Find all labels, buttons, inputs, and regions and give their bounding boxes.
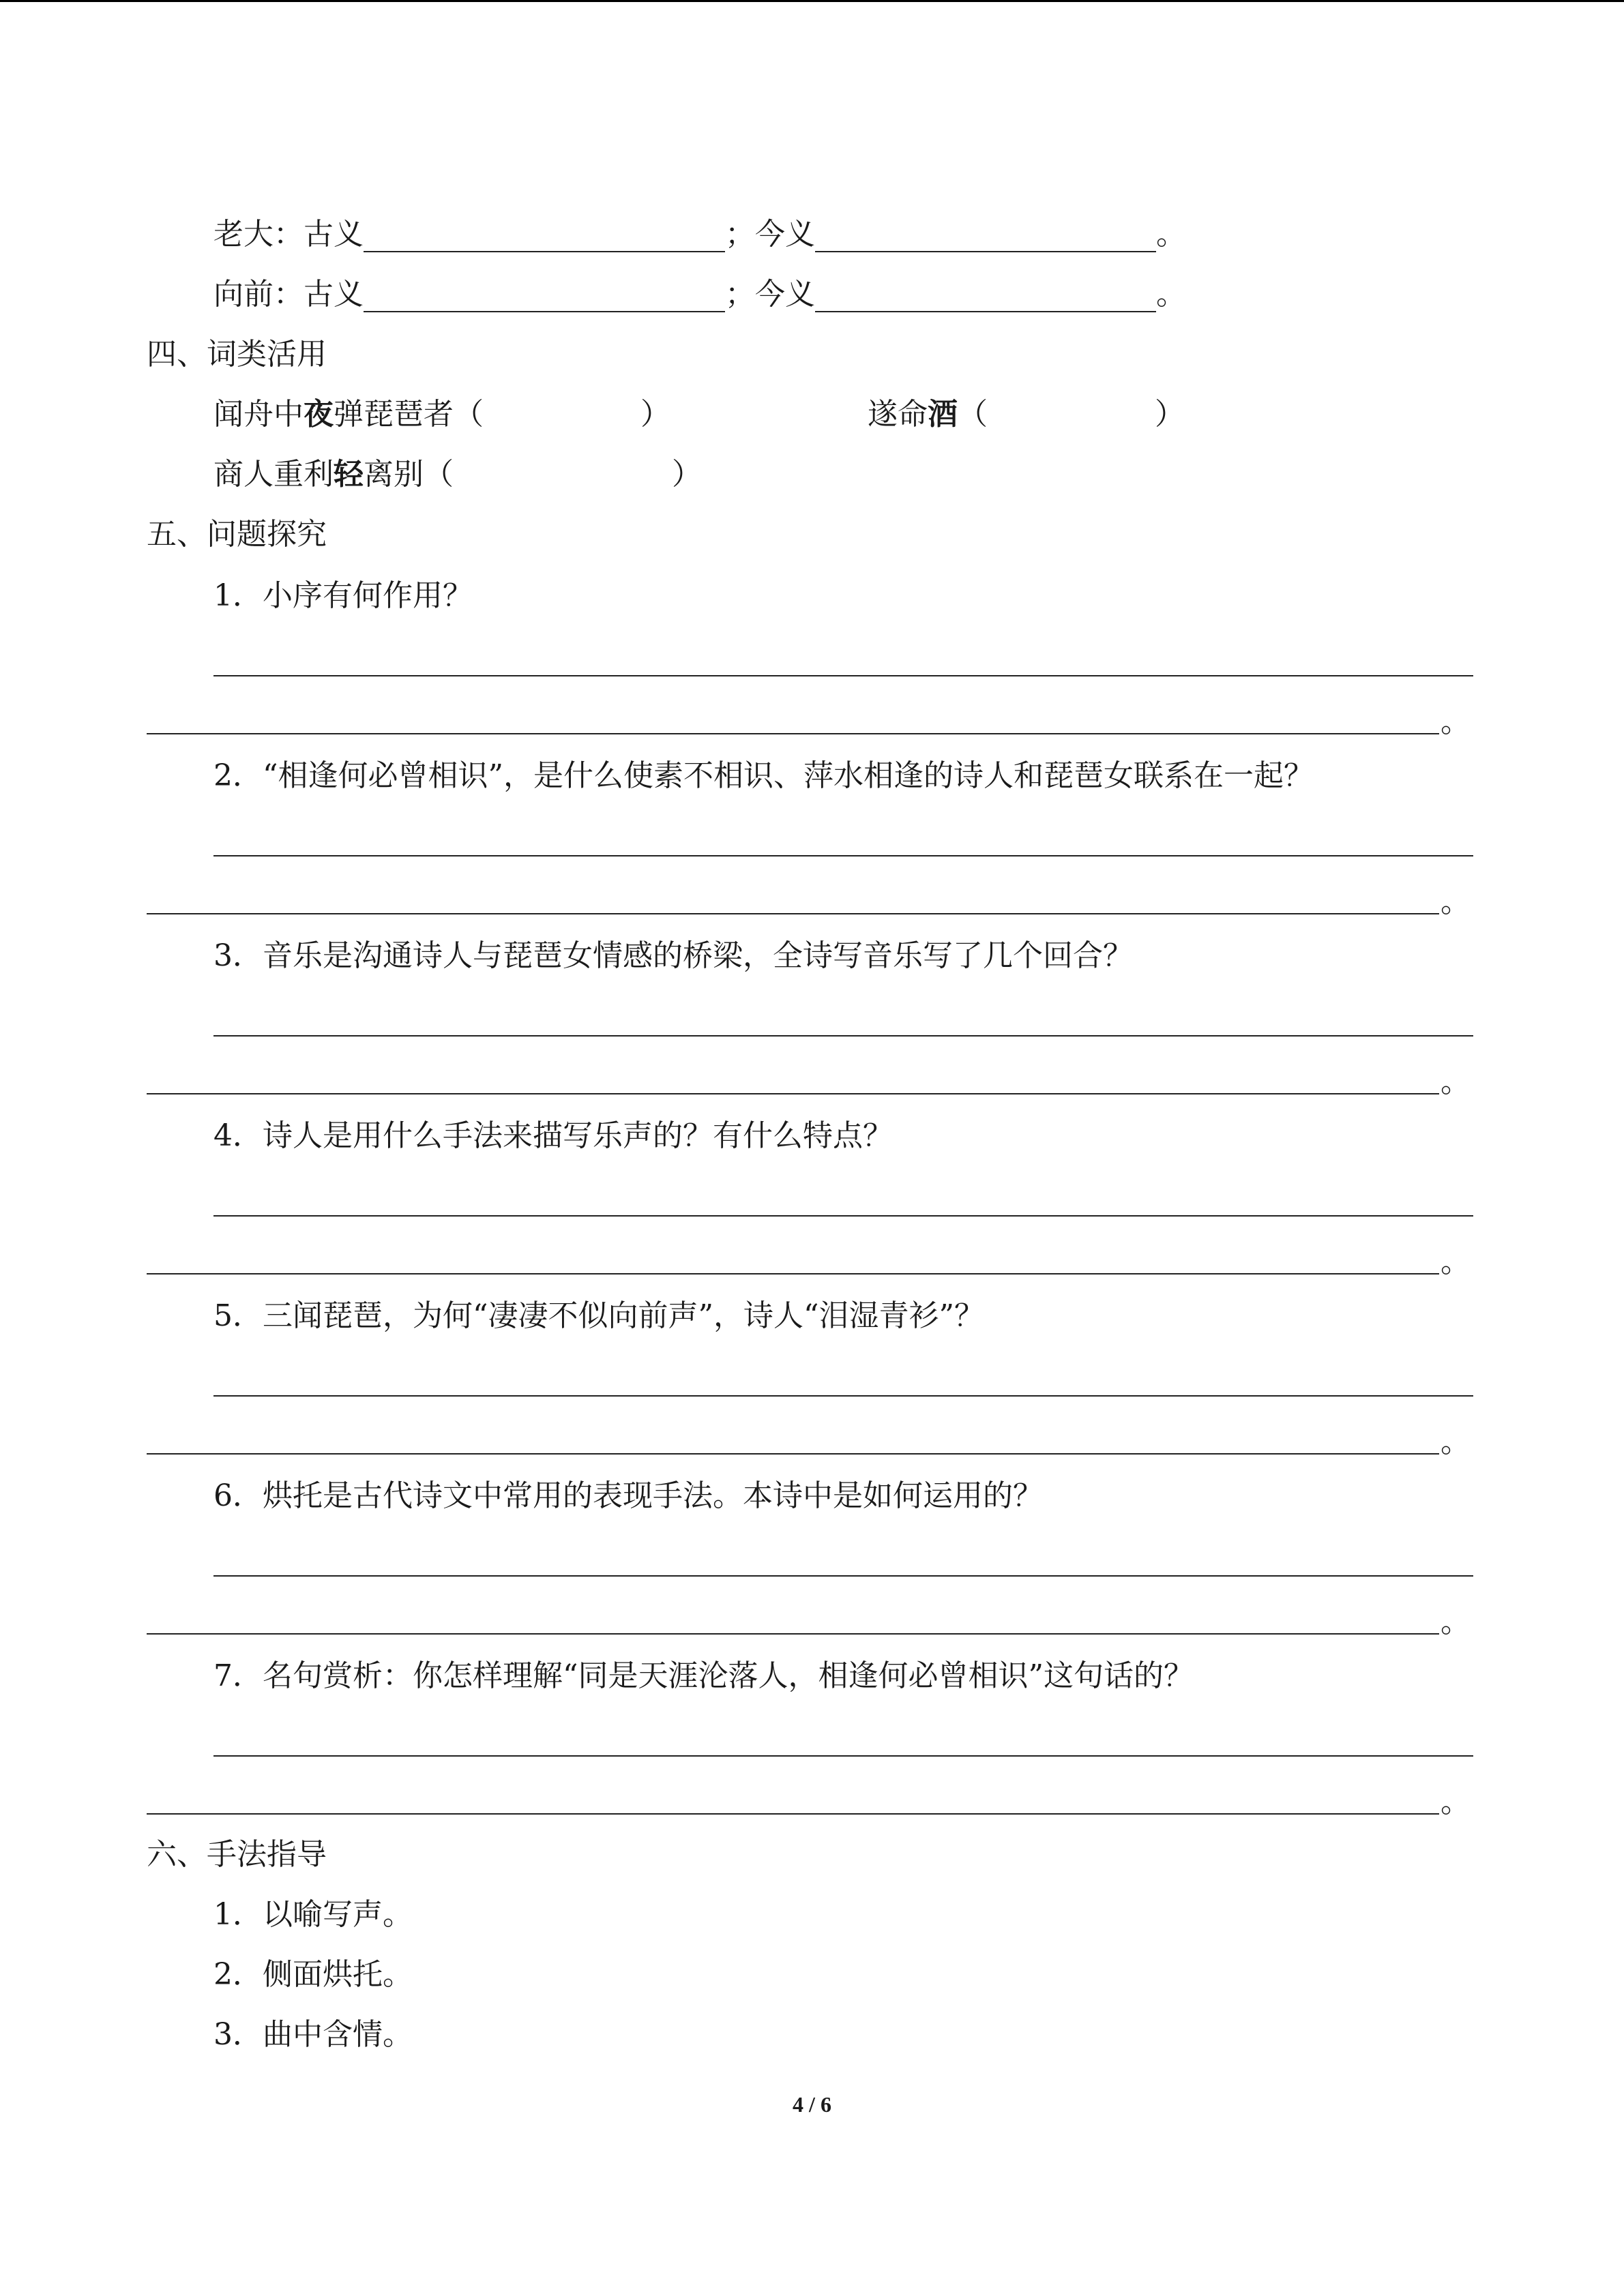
answer-line[interactable]: [147, 913, 1439, 914]
word-usage-item-3: 商人重利轻离别（ ）: [213, 457, 702, 492]
technique-item-1: 1．以喻写声。: [213, 1897, 413, 1932]
answer-line[interactable]: [147, 1273, 1439, 1274]
answer-blank[interactable]: [364, 284, 725, 312]
question-6: 6．烘托是古代诗文中常用的表现手法。本诗中是如何运用的？: [213, 1478, 1043, 1513]
line-end-period: 。: [1441, 1244, 1471, 1279]
line-end-period: 。: [1441, 1605, 1471, 1639]
vocab-word: 老大：古义: [213, 217, 364, 252]
page-top-border: [0, 0, 1624, 2]
vocab-end: 。: [1156, 217, 1186, 252]
question-1: 1．小序有何作用？: [213, 578, 473, 613]
answer-blank[interactable]: [364, 224, 725, 252]
technique-item-3: 3．曲中含情。: [213, 2017, 413, 2052]
vocab-end: 。: [1156, 277, 1186, 312]
answer-line[interactable]: [213, 855, 1473, 856]
line-end-period: 。: [1441, 704, 1471, 739]
line-end-period: 。: [1441, 1425, 1471, 1459]
vocab-word: 向前：古义: [213, 277, 364, 312]
answer-line[interactable]: [213, 675, 1473, 676]
vocab-separator: ；今义: [725, 277, 815, 312]
answer-line[interactable]: [213, 1395, 1473, 1397]
answer-blank[interactable]: [815, 224, 1156, 252]
line-end-period: 。: [1441, 1785, 1471, 1819]
vocab-line-xiangqian: [213, 277, 1186, 312]
word-usage-item-1: 闻舟中夜弹琵琶者（ ）: [213, 397, 670, 432]
answer-line[interactable]: [213, 1755, 1473, 1757]
question-3: 3．音乐是沟通诗人与琵琶女情感的桥梁，全诗写音乐写了几个回合？: [213, 938, 1133, 973]
vocab-separator: ；今义: [725, 217, 815, 252]
question-7: 7．名句赏析：你怎样理解“同是天涯沦落人，相逢何必曾相识”这句话的？: [213, 1658, 1194, 1693]
answer-line[interactable]: [147, 1453, 1439, 1455]
answer-line[interactable]: [213, 1215, 1473, 1217]
answer-line[interactable]: [213, 1035, 1473, 1037]
answer-line[interactable]: [213, 1575, 1473, 1577]
line-end-period: 。: [1441, 884, 1471, 919]
question-2: 2．“相逢何必曾相识”，是什么使素不相识、萍水相逢的诗人和琵琶女联系在一起？: [213, 758, 1314, 793]
emphasized-char: 轻: [334, 457, 364, 492]
answer-line[interactable]: [147, 1813, 1439, 1815]
answer-line[interactable]: [147, 1093, 1439, 1094]
question-5: 5．三闻琵琶，为何“凄凄不似向前声”，诗人“泪湿青衫”？: [213, 1298, 984, 1333]
line-end-period: 。: [1441, 1064, 1471, 1099]
technique-item-2: 2．侧面烘托。: [213, 1957, 413, 1992]
section-heading-6: 六、手法指导: [147, 1837, 327, 1872]
answer-line[interactable]: [147, 1633, 1439, 1635]
answer-blank[interactable]: [815, 284, 1156, 312]
section-heading-5: 五、问题探究: [147, 517, 327, 552]
emphasized-char: 酒: [928, 397, 958, 432]
answer-line[interactable]: [147, 733, 1439, 734]
question-4: 4．诗人是用什么手法来描写乐声的？有什么特点？: [213, 1118, 893, 1153]
word-usage-item-2: 遂命酒（ ）: [868, 397, 1185, 432]
emphasized-char: 夜: [304, 397, 334, 432]
section-heading-4: 四、词类活用: [147, 337, 327, 372]
page-number: 4 / 6: [793, 2092, 831, 2117]
vocab-line-laoda: [213, 217, 1186, 252]
